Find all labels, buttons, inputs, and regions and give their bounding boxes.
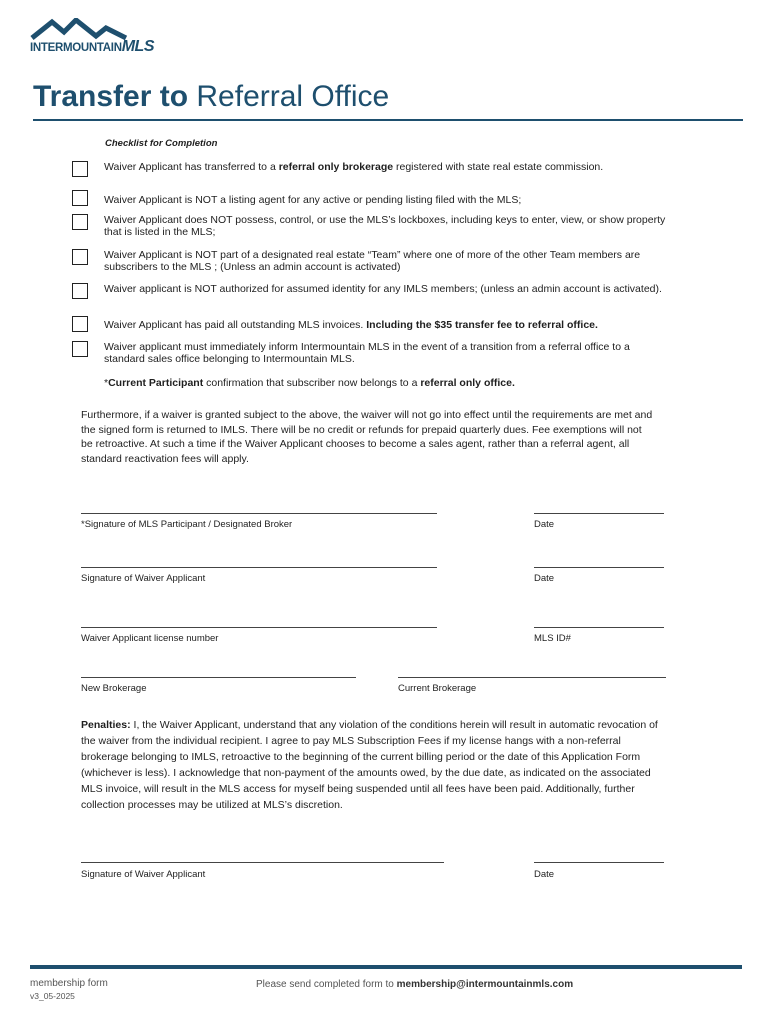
checklist-text-1: Waiver Applicant has transferred to a referral only brokerage registered with state real estate commission. — [104, 161, 604, 173]
current-brokerage-label: Current Brokerage — [398, 683, 477, 694]
checklist-text-6: Waiver Applicant has paid all outstanding MLS invoices. Including the $35 transfer fee to referral office. — [104, 319, 598, 331]
checkbox-4[interactable] — [72, 249, 88, 265]
checklist-text-4: Waiver Applicant is NOT part of a designated real estate “Team” where one of more of the other Team members are subscribers to the MLS ; (Unless an admin account is activated) — [104, 249, 641, 273]
title-bold: Transfer to — [33, 80, 189, 113]
license-number-line[interactable] — [81, 627, 437, 628]
penalties-text: I, the Waiver Applicant, understand that any violation of the conditions herein will result in automatic revocation of the waiver from the individual recipient. I agree to pay MLS Subscription Fees if my license hangs with a non-referral brokerage belonging to IMLS, retroactive to the beginning of the current billing period or the date of this Application Form (whichever is less). I acknowledge that non-payment of the amounts owed, by the due date, as indicated on the associated MLS invoice, will result in the MLS access for myself being suspended until all fees have been paid. Additionally, further collection processes may be utilized at MLS’s discretion. — [81, 719, 658, 811]
footer-form-info — [30, 978, 108, 1002]
checklist-text-5: Waiver applicant is NOT authorized for assumed identity for any IMLS members; (unless an admin account is activated). — [104, 283, 662, 295]
checklist-heading: Checklist for Completion — [105, 138, 218, 149]
checkbox-1[interactable] — [72, 161, 88, 177]
date-label-2: Date — [534, 573, 555, 584]
signature-applicant-label: Signature of Waiver Applicant — [81, 573, 206, 584]
footer-send-instructions: Please send completed form to membership@intermountainmls.com — [256, 979, 574, 990]
current-brokerage-line[interactable] — [398, 677, 666, 678]
signature-participant-line[interactable] — [81, 513, 437, 514]
date-label-1: Date — [534, 519, 555, 530]
penalties-label: Penalties: — [81, 719, 131, 731]
mls-id-line[interactable] — [534, 627, 664, 628]
participant-note: *Current Participant confirmation that subscriber now belongs to a referral only office. — [104, 377, 515, 389]
signature-applicant-label-2: Signature of Waiver Applicant — [81, 869, 206, 880]
checkbox-6[interactable] — [72, 316, 88, 332]
footer-email-link[interactable]: membership@intermountainmls.com — [396, 979, 574, 990]
checkbox-5[interactable] — [72, 283, 88, 299]
checkbox-7[interactable] — [72, 341, 88, 357]
penalties-paragraph — [81, 717, 671, 813]
mls-id-label: MLS ID# — [534, 633, 571, 644]
checklist-text-2: Waiver Applicant is NOT a listing agent for any active or pending listing filed with the MLS; — [104, 194, 522, 206]
footer-form-name: membership form — [30, 978, 108, 989]
date-label-3: Date — [534, 869, 555, 880]
new-brokerage-line[interactable] — [81, 677, 356, 678]
date-line-2[interactable] — [534, 567, 664, 568]
footer-divider — [30, 965, 742, 969]
license-number-label: Waiver Applicant license number — [81, 633, 219, 644]
logo-wordmark — [30, 38, 154, 56]
checklist-text-3: Waiver Applicant does NOT possess, control, or use the MLS’s lockboxes, including keys to enter, view, or show property that is listed in the MLS; — [104, 214, 666, 238]
mountain-icon — [30, 18, 130, 40]
intermountain-mls-logo — [30, 18, 172, 58]
logo-word-mls: MLS — [121, 38, 154, 55]
footer-version: v3_05-2025 — [30, 991, 75, 1001]
checkbox-2[interactable] — [72, 190, 88, 206]
new-brokerage-label: New Brokerage — [81, 683, 147, 694]
title-rest: Referral Office — [188, 80, 390, 113]
signature-applicant-line-2[interactable] — [81, 862, 444, 863]
waiver-paragraph: Furthermore, if a waiver is granted subject to the above, the waiver will not go into effect until the requirements are met and the signed form is returned to IMLS. There will be no credit or refunds for prepaid quarterly dues. Fee exemptions will not be retroactive. At such a time if the Waiver Applicant chooses to become a sales agent, rather than a referral agent, all standard reactivation fees will apply. — [81, 409, 653, 465]
date-line-1[interactable] — [534, 513, 664, 514]
signature-participant-label: *Signature of MLS Participant / Designated Broker — [81, 519, 293, 530]
checkbox-3[interactable] — [72, 214, 88, 230]
signature-applicant-line[interactable] — [81, 567, 437, 568]
date-line-3[interactable] — [534, 862, 664, 863]
logo-word-intermountain: INTERMOUNTAIN — [30, 42, 122, 54]
checklist-text-7: Waiver applicant must immediately inform Intermountain MLS in the event of a transition from a referral office to a standard sales office belonging to Intermountain MLS. — [104, 341, 630, 365]
page-title — [33, 80, 389, 114]
title-divider — [33, 119, 743, 121]
